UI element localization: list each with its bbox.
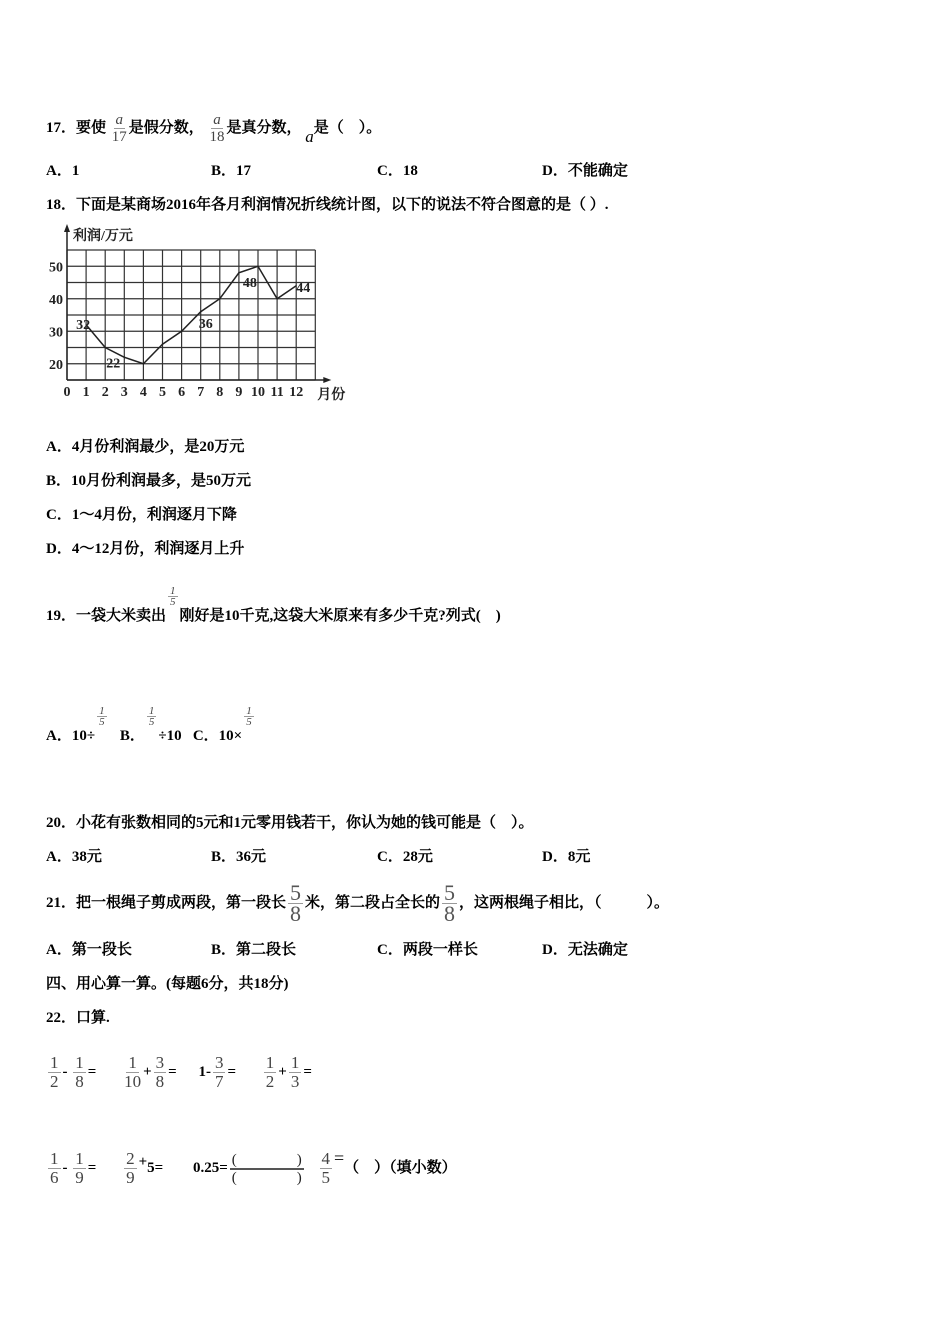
option-b[interactable]: B．36元 xyxy=(211,849,267,865)
fraction xyxy=(124,1150,137,1187)
numerator: 1 xyxy=(170,585,176,598)
numerator: 1 xyxy=(265,1053,275,1073)
option-b-text: ÷10 xyxy=(158,728,182,744)
data-point xyxy=(200,311,201,312)
q19-text: 19．一袋大米卖出 xyxy=(46,608,167,624)
option-a[interactable]: A．4月份利润最少，是20万元 xyxy=(46,439,245,455)
fraction xyxy=(289,1054,302,1091)
denominator: 8 xyxy=(75,1072,84,1092)
option-d[interactable]: D．无法确定 xyxy=(542,942,628,958)
option-c[interactable]: C．10× xyxy=(192,728,243,744)
option-a[interactable]: A．第一段长 xyxy=(46,942,132,958)
x-tick-label: 9 xyxy=(235,385,243,400)
numerator: ( ) xyxy=(231,1151,302,1168)
calc-text: （ ）（填小数） xyxy=(344,1160,457,1176)
denominator: 9 xyxy=(75,1168,84,1188)
denominator: 2 xyxy=(265,1072,275,1092)
fraction xyxy=(442,880,457,927)
x-tick-label: 6 xyxy=(178,385,186,400)
equals: = xyxy=(303,1064,312,1080)
y-tick-label: 20 xyxy=(49,357,63,373)
fraction xyxy=(213,1054,226,1091)
numerator: 1 xyxy=(290,1053,300,1073)
option-d[interactable]: D．不能确定 xyxy=(542,163,628,179)
denominator: ( ) xyxy=(231,1169,302,1186)
x-tick-label: 8 xyxy=(216,385,224,400)
option-b[interactable]: B．第二段长 xyxy=(211,942,297,958)
fraction xyxy=(288,880,303,927)
x-axis-arrow xyxy=(323,377,331,383)
x-tick-label: 12 xyxy=(289,385,304,400)
q17-text: 是真分数， xyxy=(226,119,302,136)
fraction xyxy=(154,1054,167,1091)
equals: = xyxy=(87,1160,97,1176)
data-label: 48 xyxy=(242,275,257,291)
section-4-heading: 四、用心算一算。(每题6分，共18分) xyxy=(46,976,289,992)
numerator: 3 xyxy=(214,1053,224,1073)
denominator: 8 xyxy=(290,901,302,927)
q21-text: 米，第二段占全长的 xyxy=(305,895,441,911)
option-a[interactable]: A．38元 xyxy=(46,849,102,865)
equals: = xyxy=(87,1064,97,1080)
numerator: 5 xyxy=(444,880,456,906)
calc-item xyxy=(46,1149,97,1188)
option-c[interactable]: C．18 xyxy=(377,163,418,179)
calc-item xyxy=(122,1149,164,1188)
denominator: 7 xyxy=(214,1072,224,1092)
data-point xyxy=(258,266,259,267)
y-tick-label: 30 xyxy=(49,325,63,341)
calc-item xyxy=(122,1053,177,1092)
denominator: 5 xyxy=(148,716,155,729)
operator: - xyxy=(62,1064,68,1080)
denominator: 8 xyxy=(155,1072,165,1092)
denominator: 8 xyxy=(444,901,456,927)
option-b[interactable]: B．17 xyxy=(211,163,252,179)
numerator: a xyxy=(213,112,221,128)
data-point xyxy=(162,344,163,345)
fraction xyxy=(320,1150,333,1187)
numerator: 3 xyxy=(155,1053,165,1073)
fraction xyxy=(168,586,178,607)
denominator: 5 xyxy=(170,596,176,609)
q17-text: 17．要使 xyxy=(46,119,107,136)
denominator: 10 xyxy=(124,1072,142,1092)
option-d[interactable]: D．8元 xyxy=(542,849,591,865)
x-tick-label: 0 xyxy=(63,385,71,400)
calc-text: 5= xyxy=(147,1160,164,1176)
data-label: 32 xyxy=(76,317,91,333)
numerator: 1 xyxy=(128,1053,137,1073)
option-c[interactable]: C．两段一样长 xyxy=(377,942,478,958)
calc-item xyxy=(198,1053,236,1092)
profit-line-chart xyxy=(40,220,350,410)
denominator: 5 xyxy=(321,1168,330,1188)
option-d[interactable]: D．4～12月份，利润逐月上升 xyxy=(46,541,245,557)
calc-item xyxy=(262,1053,312,1092)
option-a[interactable]: A．10÷ xyxy=(46,728,96,744)
question-17 xyxy=(46,112,381,145)
denominator: 5 xyxy=(246,716,252,729)
numerator: a xyxy=(115,112,124,128)
question-20: 20．小花有张数相同的5元和1元零用钱若干，你认为她的钱可能是（ ）。 xyxy=(46,815,534,831)
y-axis-arrow xyxy=(64,224,70,232)
x-tick-label: 10 xyxy=(251,385,265,400)
y-tick-label: 50 xyxy=(49,260,63,276)
equals: = xyxy=(227,1064,236,1080)
q21-text: ，这两根绳子相比，（ ）。 xyxy=(459,895,670,911)
operator: + xyxy=(143,1064,152,1080)
data-point xyxy=(143,363,144,364)
fraction xyxy=(97,706,107,727)
denominator: 2 xyxy=(50,1072,59,1092)
question-18: 18．下面是某商场2016年各月利润情况折线统计图，以下的说法不符合图意的是（ ）. xyxy=(46,197,609,213)
denominator: 5 xyxy=(99,716,105,729)
prefix: 0.25= xyxy=(192,1160,228,1176)
data-label: 22 xyxy=(106,356,121,372)
question-19 xyxy=(46,585,501,627)
q21-text: 21．把一根绳子剪成两段，第一段长 xyxy=(46,895,287,911)
x-tick-label: 2 xyxy=(101,385,109,400)
fraction xyxy=(73,1054,86,1091)
x-tick-label: 3 xyxy=(120,385,128,400)
equals: = xyxy=(168,1064,177,1080)
numerator: 1 xyxy=(75,1149,84,1169)
data-label: 36 xyxy=(198,316,213,332)
data-point xyxy=(277,298,278,299)
denominator: 3 xyxy=(290,1072,300,1092)
question-22: 22．口算. xyxy=(46,1010,110,1026)
option-b[interactable]: B．10月份利润最多，是50万元 xyxy=(46,473,252,489)
fraction xyxy=(124,1054,141,1091)
q17-text: 是假分数， xyxy=(128,119,204,136)
data-point xyxy=(105,347,106,348)
option-a[interactable]: A．1 xyxy=(46,163,80,179)
fraction xyxy=(48,1054,61,1091)
fraction xyxy=(73,1150,86,1187)
blank-fraction[interactable] xyxy=(230,1152,304,1186)
operator: - xyxy=(62,1160,68,1176)
numerator: 1 xyxy=(99,705,105,718)
fraction xyxy=(244,706,254,727)
x-tick-label: 1 xyxy=(82,385,90,400)
numerator: 1 xyxy=(75,1053,84,1073)
question-21 xyxy=(46,880,669,926)
calc-item xyxy=(46,1053,97,1092)
data-point xyxy=(124,357,125,358)
denominator: 9 xyxy=(126,1168,135,1188)
numerator: 5 xyxy=(290,880,302,906)
numerator: 1 xyxy=(246,705,252,718)
denominator: 6 xyxy=(50,1168,59,1188)
variable: a xyxy=(305,126,314,146)
data-point xyxy=(181,331,182,332)
x-tick-label: 5 xyxy=(159,385,166,400)
fraction xyxy=(210,112,225,145)
numerator: 1 xyxy=(50,1149,59,1169)
x-axis-label: 月份 xyxy=(317,388,346,403)
data-label: 44 xyxy=(296,280,311,296)
option-b[interactable]: B． xyxy=(119,728,145,744)
x-tick-label: 11 xyxy=(270,385,284,400)
q17-text: 是（ ）。 xyxy=(313,119,382,136)
data-point xyxy=(219,298,220,299)
numerator: 4 xyxy=(321,1149,330,1169)
y-axis-label: 利润/万元 xyxy=(73,229,133,244)
denominator: 17 xyxy=(111,129,127,145)
operator: + xyxy=(278,1064,287,1080)
calc-row-2 xyxy=(46,1146,457,1188)
numerator: 1 xyxy=(148,705,155,718)
fraction xyxy=(48,1150,61,1187)
calc-row-1 xyxy=(46,1052,312,1092)
calc-item xyxy=(318,1148,457,1188)
x-tick-label: 4 xyxy=(139,385,147,400)
x-tick-label: 7 xyxy=(197,385,205,400)
numerator: 2 xyxy=(126,1149,135,1169)
fraction xyxy=(147,706,157,727)
q19-text: 刚好是10千克,这袋大米原来有多少千克?列式( ) xyxy=(179,608,501,624)
calc-item xyxy=(192,1151,306,1186)
prefix: 1- xyxy=(198,1064,211,1080)
operator: + xyxy=(138,1154,148,1170)
equals: = xyxy=(334,1148,345,1168)
numerator: 1 xyxy=(50,1053,59,1073)
q19-options xyxy=(46,705,256,747)
y-tick-label: 40 xyxy=(49,292,63,308)
data-point xyxy=(238,272,239,273)
option-c[interactable]: C．1～4月份，利润逐月下降 xyxy=(46,507,237,523)
fraction xyxy=(264,1054,277,1091)
option-c[interactable]: C．28元 xyxy=(377,849,433,865)
fraction xyxy=(112,112,127,145)
denominator: 18 xyxy=(209,129,225,145)
